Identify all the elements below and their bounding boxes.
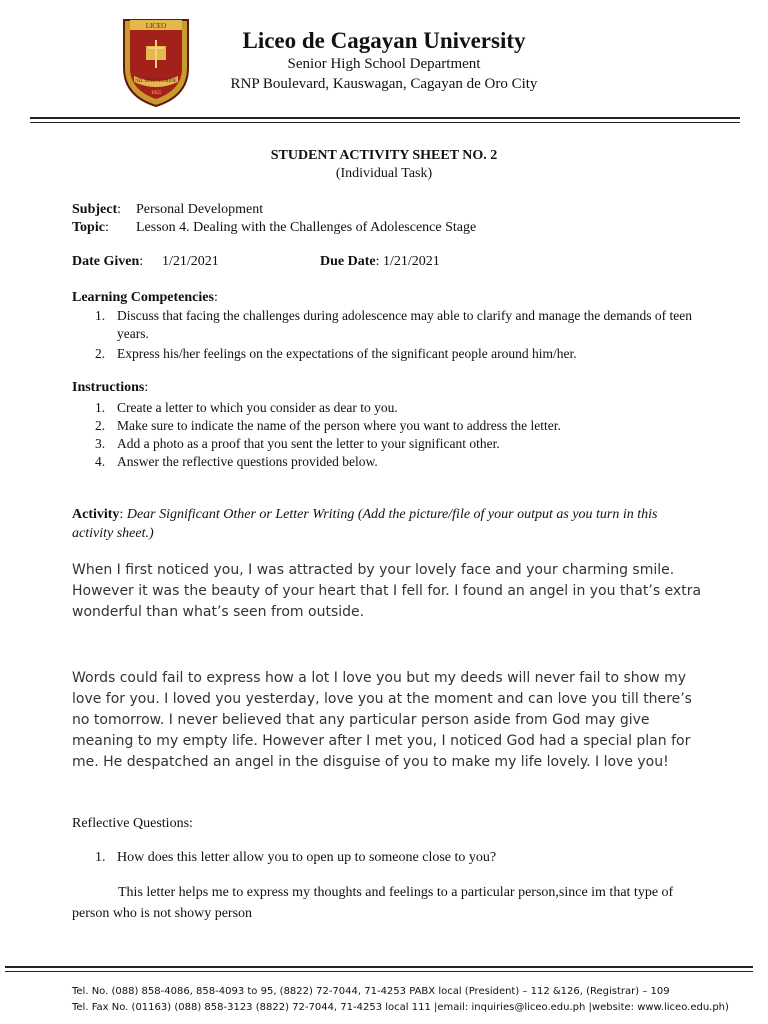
competencies-heading-text: Learning Competencies: [72, 290, 214, 305]
question-number: 1.: [95, 850, 106, 865]
header-divider-thin: [30, 122, 740, 123]
topic-label: Topic: [72, 220, 105, 235]
list-item: 1. Create a letter to which you consider as dear to you.: [95, 400, 398, 415]
date-given-row: Date Given:: [72, 254, 144, 269]
topic-row: Topic:: [72, 220, 109, 235]
date-given-label: Date Given: [72, 254, 140, 269]
footer-fax-line: Tel. Fax No. (01163) (088) 858-3123 (8822) 72-7044, 71-4253 local 111 |email: inquiries@liceo.edu.ph |website: www.liceo.edu.ph): [72, 1002, 729, 1013]
competency-2-text: Express his/her feelings on the expectations of the significant people around him/her.: [117, 346, 577, 361]
subject-row: Subject:: [72, 202, 122, 217]
reflective-questions-label: Reflective Questions:: [72, 816, 193, 831]
instructions-heading: Instructions:: [72, 380, 149, 395]
due-date-row: Due Date: 1/21/2021: [320, 254, 440, 269]
letter-paragraph-2: Words could fail to express how a lot I love you but my deeds will never fail to show my love for you. I loved you yesterday, love you at the moment and can love you till there’s no tomorrow. I never believed that any particular person aside from God may give meaning to my empty life. However after I met you, I noticed God had a special plan for me. He despatched an angel in the disguise of you to make my life lovely. I love you!: [72, 670, 692, 770]
list-item: 4. Answer the reflective questions provided below.: [95, 454, 378, 469]
activity-label: Activity: [72, 507, 120, 522]
list-item: 3. Add a photo as a proof that you sent the letter to your significant other.: [95, 436, 500, 451]
footer-phone-line: Tel. No. (088) 858-4086, 858-4093 to 95, (8822) 72-7044, 71-4253 PABX local (President) – 112 &126, (Registrar) – 109: [72, 986, 670, 997]
letter-paragraph-1: When I first noticed you, I was attracted by your lovely face and your charming smile. However it was the beauty of your heart that I fell for. I found an angel in you that’s extra wonderful than what’s seen from outside.: [72, 562, 702, 620]
question-text: How does this letter allow you to open up to someone close to you?: [117, 850, 497, 865]
reflective-question-1: [72, 850, 702, 866]
instruction-3-text: Add a photo as a proof that you sent the letter to your significant other.: [117, 436, 500, 451]
instruction-1-text: Create a letter to which you consider as dear to you.: [117, 400, 398, 415]
list-item: 1. Discuss that facing the challenges during adolescence may able to clarify and manage the demands of teen years.: [95, 308, 693, 341]
sheet-subtitle: (Individual Task): [335, 166, 433, 181]
university-name: Liceo de Cagayan University: [242, 28, 526, 53]
reflective-answer-1: This letter helps me to express my thoughts and feelings to a particular person,since im that type of person who is not showy person: [72, 885, 674, 921]
seal-year: 1955: [151, 91, 161, 96]
subject-label: Subject: [72, 202, 118, 217]
list-item: 2. Express his/her feelings on the expectations of the significant people around him/her.: [95, 346, 577, 361]
footer-divider: [5, 966, 753, 968]
instructions-heading-text: Instructions: [72, 380, 145, 395]
topic-value: Lesson 4. Dealing with the Challenges of Adolescence Stage: [136, 220, 477, 235]
due-date-label: Due Date: [320, 254, 376, 269]
seal-top-text: LICEO: [145, 22, 167, 30]
competency-1-text: Discuss that facing the challenges during adolescence may able to clarify and manage the demands of teen years.: [117, 308, 693, 341]
instructions-list: [72, 399, 702, 471]
header-divider: [30, 117, 740, 119]
competencies-heading: Learning Competencies:: [72, 290, 218, 305]
list-item: 2. Make sure to indicate the name of the person where you want to address the letter.: [95, 418, 561, 433]
footer-divider-thin: [5, 971, 753, 972]
activity-description: Activity: Dear Significant Other or Letter Writing (Add the picture/file of your output as you turn in this activity sheet.): [72, 507, 658, 541]
seal-motto: NIL SINE NUMINE: [135, 79, 177, 84]
instruction-2-text: Make sure to indicate the name of the person where you want to address the letter.: [117, 418, 561, 433]
university-address: RNP Boulevard, Kauswagan, Cagayan de Oro City: [230, 76, 538, 92]
sheet-title: STUDENT ACTIVITY SHEET NO. 2: [270, 148, 498, 163]
activity-text: Dear Significant Other or Letter Writing (Add the picture/file of your output as you turn in this activity sheet.): [72, 507, 658, 541]
date-given-value: 1/21/2021: [162, 254, 219, 269]
due-date-value: 1/21/2021: [383, 254, 440, 269]
competencies-list: [72, 307, 702, 363]
subject-value: Personal Development: [136, 202, 264, 217]
instruction-4-text: Answer the reflective questions provided below.: [117, 454, 378, 469]
university-seal-icon: [120, 16, 192, 108]
department-name: Senior High School Department: [287, 56, 481, 72]
